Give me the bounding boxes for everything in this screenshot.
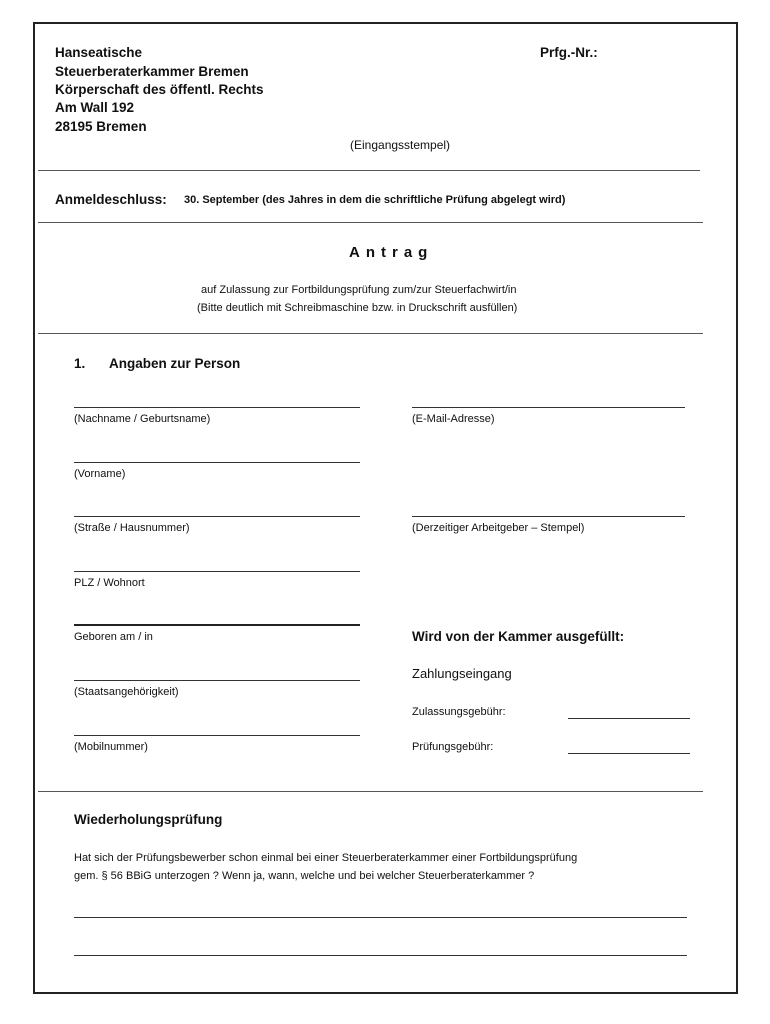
form-border — [33, 22, 738, 994]
address-line: Steuerberaterkammer Bremen — [55, 64, 249, 79]
address-line: Hanseatische — [55, 45, 143, 60]
repeat-exam-answer-field[interactable] — [74, 917, 687, 918]
mobile-label: (Mobilnummer) — [74, 741, 148, 753]
payment-receipt-label: Zahlungseingang — [412, 666, 512, 681]
repeat-exam-question: gem. § 56 BBiG unterzogen ? Wenn ja, wann, welche und bei welcher Steuerberaterkammer ? — [74, 870, 535, 882]
birth-date-place-field[interactable] — [74, 624, 360, 626]
section-heading: Angaben zur Person — [109, 356, 241, 371]
lastname-label: (Nachname / Geburtsname) — [74, 413, 211, 425]
firstname-field[interactable] — [74, 462, 360, 463]
nationality-label: (Staatsangehörigkeit) — [74, 686, 179, 698]
email-label: (E-Mail-Adresse) — [412, 413, 495, 425]
admission-fee-field[interactable] — [568, 718, 690, 719]
employer-stamp-label: (Derzeitiger Arbeitgeber – Stempel) — [412, 522, 585, 534]
office-use-heading: Wird von der Kammer ausgefüllt: — [412, 629, 625, 644]
repeat-exam-answer-field[interactable] — [74, 955, 687, 956]
street-label: (Straße / Hausnummer) — [74, 522, 190, 534]
postcode-city-label: PLZ / Wohnort — [74, 577, 145, 589]
repeat-exam-heading: Wiederholungsprüfung — [74, 812, 223, 827]
form-instruction: (Bitte deutlich mit Schreibmaschine bzw. in Druckschrift ausfüllen) — [197, 302, 518, 314]
form-subtitle: auf Zulassung zur Fortbildungsprüfung zum/zur Steuerfachwirt/in — [201, 284, 517, 296]
mobile-field[interactable] — [74, 735, 360, 736]
exam-fee-field[interactable] — [568, 753, 690, 754]
deadline-text: 30. September (des Jahres in dem die schriftliche Prüfung abgelegt wird) — [184, 194, 566, 206]
receipt-stamp-label: (Eingangsstempel) — [350, 138, 451, 152]
address-line: 28195 Bremen — [55, 119, 147, 134]
exam-number-label: Prfg.-Nr.: — [540, 45, 598, 60]
repeat-exam-question: Hat sich der Prüfungsbewerber schon einmal bei einer Steuerberaterkammer einer Fortbildungsprüfung — [74, 852, 578, 864]
birth-date-place-label: Geboren am / in — [74, 631, 153, 643]
email-field[interactable] — [412, 407, 685, 408]
exam-fee-label: Prüfungsgebühr: — [412, 741, 494, 753]
firstname-label: (Vorname) — [74, 468, 126, 480]
divider — [38, 333, 703, 334]
divider — [38, 222, 703, 223]
employer-stamp-field[interactable] — [412, 516, 685, 517]
address-line: Am Wall 192 — [55, 100, 135, 115]
deadline-label: Anmeldeschluss: — [55, 192, 167, 207]
lastname-field[interactable] — [74, 407, 360, 408]
section-number: 1. — [74, 356, 86, 371]
divider — [38, 170, 700, 171]
address-line: Körperschaft des öffentl. Rechts — [55, 82, 264, 97]
admission-fee-label: Zulassungsgebühr: — [412, 706, 506, 718]
form-title: Antrag — [349, 244, 434, 261]
postcode-city-field[interactable] — [74, 571, 360, 572]
street-field[interactable] — [74, 516, 360, 517]
nationality-field[interactable] — [74, 680, 360, 681]
divider — [38, 791, 703, 792]
